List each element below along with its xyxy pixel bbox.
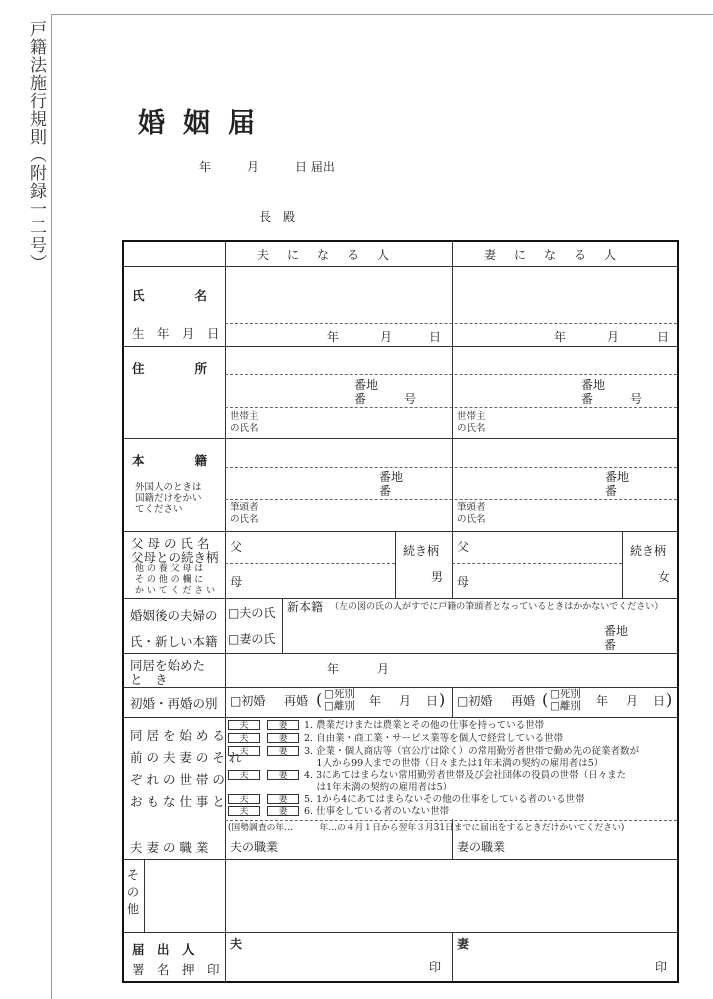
husband-first-marriage[interactable]: □初婚 xyxy=(230,694,266,708)
work-1-husband-box[interactable]: 夫 xyxy=(228,720,260,730)
relation-rule-w xyxy=(622,531,623,598)
wife-honseki-ban: 番 xyxy=(605,484,618,498)
wife-signature-label[interactable]: 妻 xyxy=(457,937,470,951)
wife-birth-day[interactable]: 日 xyxy=(657,330,670,344)
work-label-4: お も な 仕 事 と xyxy=(130,794,225,809)
work-3-husband-box[interactable]: 夫 xyxy=(228,746,260,756)
work-3-wife-box[interactable]: 妻 xyxy=(267,746,299,756)
census-note: (国勢調査の年… 年…の４月１日から翌年３月31日までに届出をするときだけかいてください) xyxy=(228,823,625,833)
surname-label-2: 氏・新しい本籍 xyxy=(130,634,218,649)
husband-divorce[interactable]: □離別 xyxy=(324,700,355,712)
address-top-rule xyxy=(124,346,677,347)
wife-death[interactable]: □死別 xyxy=(550,688,581,700)
husband-seal: 印 xyxy=(429,960,442,974)
husband-father-label[interactable]: 父 xyxy=(230,540,243,554)
work-5-wife-box[interactable]: 妻 xyxy=(267,794,299,804)
husband-ban: 番 xyxy=(354,392,367,406)
wife-re-year[interactable]: 年 xyxy=(596,694,609,708)
work-option: 5. 1から4にあてはまらないその他の仕事をしている者のいる世帯 xyxy=(304,794,585,805)
wife-householder-label: 世帯主 xyxy=(457,411,486,422)
husband-householder-label-2: の氏名 xyxy=(230,423,259,434)
work-2-husband-box[interactable]: 夫 xyxy=(228,733,260,743)
birthdate-label: 生 年 月 日 xyxy=(132,326,220,341)
wife-first-marriage[interactable]: □初婚 xyxy=(457,694,493,708)
work-label-2: 前 の 夫 妻 の そ れ xyxy=(130,750,242,765)
parents-relation-label: 父母との続き柄 xyxy=(131,550,219,565)
wife-mother-label[interactable]: 母 xyxy=(457,575,470,589)
honseki-top-rule xyxy=(124,438,677,439)
other-field[interactable] xyxy=(145,860,677,932)
address-mid-rule xyxy=(225,374,677,375)
husband-head-label: 筆頭者 xyxy=(230,502,259,513)
wife-paren-close: ) xyxy=(666,690,673,709)
census-rule xyxy=(225,820,677,821)
parents-mid-rule-h xyxy=(225,563,395,564)
work-4-husband-box[interactable]: 夫 xyxy=(228,770,260,780)
new-honseki-ban: 番 xyxy=(604,638,617,652)
husband-death[interactable]: □死別 xyxy=(324,688,355,700)
work-2-wife-box[interactable]: 妻 xyxy=(267,733,299,743)
wife-seal: 印 xyxy=(655,960,668,974)
husband-honseki-banchi: 番地 xyxy=(379,470,404,484)
husband-householder-label: 世帯主 xyxy=(230,411,259,422)
parents-mid-rule-w xyxy=(452,563,622,564)
wife-remarriage[interactable]: 再婚 xyxy=(511,694,536,708)
work-label-3: ぞ れ の 世 帯 の xyxy=(130,772,225,787)
wife-column-header: 妻 に な る 人 xyxy=(484,248,620,262)
work-option: 1. 農業だけまたは農業とその他の仕事を持っている世帯 xyxy=(304,720,545,731)
husband-head-label-2: の氏名 xyxy=(230,514,259,525)
surname-top-rule xyxy=(124,598,677,599)
work-label-1: 同 居 を 始 め る xyxy=(130,728,225,743)
wife-occupation-label[interactable]: 妻の職業 xyxy=(457,840,506,854)
wife-banchi: 番地 xyxy=(581,378,606,392)
work-5-husband-box[interactable]: 夫 xyxy=(228,794,260,804)
husband-mother-label[interactable]: 母 xyxy=(230,575,243,589)
parents-top-rule xyxy=(124,531,677,532)
signature-label-2: 署 名 押 印 xyxy=(132,962,220,977)
work-option: 2. 自由業・商工業・サービス業等を個人で経営している世帯 xyxy=(304,733,564,744)
husband-re-month[interactable]: 月 xyxy=(399,694,412,708)
husband-remarriage[interactable]: 再婚 xyxy=(284,694,309,708)
husband-re-day[interactable]: 日 xyxy=(426,694,439,708)
surname-option-rule xyxy=(282,598,283,653)
center-column-rule-2 xyxy=(452,687,453,717)
parents-note: 他 の 養 父 母 は そ の 他 の 欄 に か い て く だ さ い xyxy=(135,564,216,596)
husband-gou: 号 xyxy=(404,392,417,406)
husband-surname-checkbox[interactable]: □夫の氏 xyxy=(228,606,276,620)
submission-date[interactable]: 年 月 日 届出 xyxy=(199,160,335,174)
work-6-wife-box[interactable]: 妻 xyxy=(267,806,299,816)
new-honseki-banchi: 番地 xyxy=(604,624,629,638)
husband-signature-label[interactable]: 夫 xyxy=(230,937,243,951)
wife-householder-label-2: の氏名 xyxy=(457,423,486,434)
wife-father-label[interactable]: 父 xyxy=(457,540,470,554)
signature-top-rule xyxy=(124,932,677,933)
husband-birth-day[interactable]: 日 xyxy=(429,330,442,344)
husband-birth-year[interactable]: 年 xyxy=(327,330,340,344)
work-4-wife-box[interactable]: 妻 xyxy=(267,770,299,780)
honseki-low-rule xyxy=(225,499,677,500)
relation-rule-h xyxy=(395,531,396,598)
husband-column-header: 夫 に な る 人 xyxy=(257,248,393,262)
form-title: 婚姻届 xyxy=(138,108,273,139)
wife-surname-checkbox[interactable]: □妻の氏 xyxy=(228,632,276,646)
cohabit-label-1: 同居を始めた xyxy=(130,658,206,673)
husband-paren-close: ) xyxy=(439,690,446,709)
wife-relation-value: 女 xyxy=(658,570,671,584)
husband-relation-value: 男 xyxy=(431,570,444,584)
husband-paren-open: ( xyxy=(316,690,323,709)
husband-birth-month[interactable]: 月 xyxy=(380,330,393,344)
wife-birth-month[interactable]: 月 xyxy=(607,330,620,344)
wife-honseki-banchi: 番地 xyxy=(605,470,630,484)
work-option: 4. 3にあてはまらない常用勤労者世帯及び会社団体の役員の世帯（日々また xyxy=(304,770,627,781)
husband-name-field[interactable] xyxy=(226,267,452,323)
wife-re-month[interactable]: 月 xyxy=(626,694,639,708)
husband-honseki-ban: 番 xyxy=(379,484,392,498)
occupation-label: 夫 妻 の 職 業 xyxy=(130,840,209,855)
marriage-form xyxy=(122,240,679,983)
cohabit-month[interactable]: 月 xyxy=(377,662,390,676)
work-top-rule xyxy=(124,717,677,718)
page-top-rule xyxy=(51,14,713,15)
wife-ban: 番 xyxy=(581,392,594,406)
signature-label-1: 届 出 人 xyxy=(132,942,195,957)
marriage-type-top-rule xyxy=(124,687,677,688)
regulation-title: 戸籍法施行規則（附録一二号） xyxy=(26,20,46,272)
center-column-rule-4 xyxy=(452,932,453,983)
wife-birth-year[interactable]: 年 xyxy=(554,330,567,344)
cohabit-label-2: と き xyxy=(130,672,168,687)
honseki-mid-rule xyxy=(225,467,677,468)
name-label: 氏 名 xyxy=(132,288,208,303)
wife-name-field[interactable] xyxy=(453,267,677,323)
parents-name-label: 父 母 の 氏 名 xyxy=(131,536,210,551)
page-side-rule xyxy=(51,14,52,999)
work-1-wife-box[interactable]: 妻 xyxy=(267,720,299,730)
cohabit-top-rule xyxy=(124,653,677,654)
birth-rule xyxy=(225,323,677,324)
honseki-note: 外国人のときは 国籍だけをかい てください xyxy=(135,482,202,515)
husband-re-year[interactable]: 年 xyxy=(369,694,382,708)
address-label: 住 所 xyxy=(132,361,208,376)
wife-head-label: 筆頭者 xyxy=(457,502,486,513)
address-low-rule xyxy=(225,407,677,408)
cohabit-year[interactable]: 年 xyxy=(327,662,340,676)
work-option: 6. 仕事をしている者のいない世帯 xyxy=(304,806,450,817)
wife-gou: 号 xyxy=(630,392,643,406)
marriage-type-label: 初婚・再婚の別 xyxy=(130,696,218,711)
work-6-husband-box[interactable]: 夫 xyxy=(228,806,260,816)
husband-banchi: 番地 xyxy=(354,378,379,392)
wife-relation-label: 続き柄 xyxy=(630,544,667,558)
wife-head-label-2: の氏名 xyxy=(457,514,486,525)
husband-occupation-label[interactable]: 夫の職業 xyxy=(230,840,279,854)
wife-paren-open: ( xyxy=(542,690,549,709)
work-option: 3. 企業・個人商店等（官公庁は除く）の常用勤労者世帯で勤め先の従業者数が xyxy=(304,746,640,757)
addressee[interactable]: 長 殿 xyxy=(259,210,296,224)
husband-relation-label: 続き柄 xyxy=(403,544,440,558)
wife-re-day[interactable]: 日 xyxy=(653,694,666,708)
honseki-label: 本 籍 xyxy=(132,453,208,468)
new-honseki-note: （左の図の氏の人がすでに戸籍の筆頭者となっているときはかかないでください） xyxy=(330,602,664,612)
wife-divorce[interactable]: □離別 xyxy=(550,700,581,712)
other-label: そ の 他 xyxy=(126,868,139,916)
surname-label-1: 婚姻後の夫婦の xyxy=(130,608,218,623)
new-honseki-label: 新本籍 xyxy=(287,600,324,614)
work-option: 1人から99人までの世帯（日々または1年未満の契約の雇用者は5） xyxy=(304,758,604,769)
work-option: は1年未満の契約の雇用者は5） xyxy=(304,782,453,793)
